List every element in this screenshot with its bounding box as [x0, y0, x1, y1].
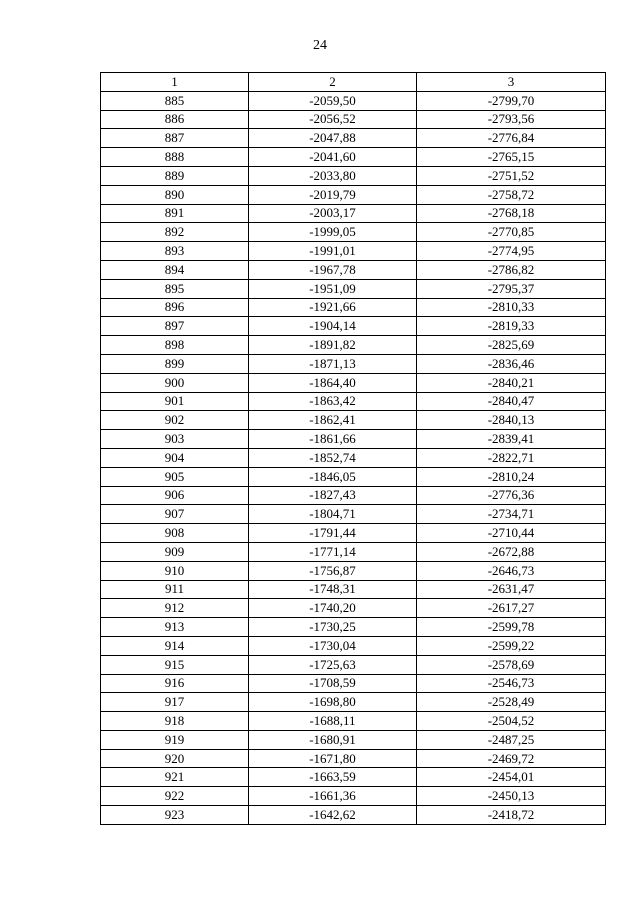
- table-cell-col-2: -1680,91: [249, 730, 417, 749]
- table-cell-col-2: -1661,36: [249, 787, 417, 806]
- table-cell-col-3: -2528,49: [417, 693, 606, 712]
- table-cell-col-3: -2418,72: [417, 806, 606, 825]
- table-cell-col-2: -1791,44: [249, 524, 417, 543]
- table-cell-col-1: 922: [101, 787, 249, 806]
- table-cell-col-2: -1688,11: [249, 712, 417, 731]
- table-cell-col-3: -2450,13: [417, 787, 606, 806]
- table-header: [101, 73, 606, 92]
- table-cell-col-3: -2768,18: [417, 204, 606, 223]
- table-cell-col-1: 898: [101, 336, 249, 355]
- table-cell-col-3: -2758,72: [417, 185, 606, 204]
- table-cell-col-2: -1771,14: [249, 542, 417, 561]
- table-row: [101, 392, 606, 411]
- table-cell-col-2: -2047,88: [249, 129, 417, 148]
- table-row: [101, 129, 606, 148]
- table-cell-col-1: 891: [101, 204, 249, 223]
- table-row: [101, 110, 606, 129]
- page-number: 24: [313, 38, 327, 53]
- table-cell-col-1: 885: [101, 91, 249, 110]
- table-cell-col-2: -1921,66: [249, 298, 417, 317]
- table-cell-col-3: -2765,15: [417, 148, 606, 167]
- table-row: [101, 223, 606, 242]
- table-cell-col-2: -1725,63: [249, 655, 417, 674]
- table-cell-col-2: -2056,52: [249, 110, 417, 129]
- table-cell-col-1: 914: [101, 636, 249, 655]
- table-cell-col-3: -2734,71: [417, 505, 606, 524]
- table-cell-col-1: 919: [101, 730, 249, 749]
- table-cell-col-3: -2774,95: [417, 242, 606, 261]
- table-cell-col-3: -2819,33: [417, 317, 606, 336]
- table-row: [101, 336, 606, 355]
- table-cell-col-1: 912: [101, 599, 249, 618]
- table-cell-col-1: 899: [101, 354, 249, 373]
- table-cell-col-2: -2003,17: [249, 204, 417, 223]
- table-row: [101, 787, 606, 806]
- table-cell-col-1: 890: [101, 185, 249, 204]
- table-row: [101, 806, 606, 825]
- table-cell-col-1: 911: [101, 580, 249, 599]
- table-cell-col-2: -1904,14: [249, 317, 417, 336]
- table-row: [101, 298, 606, 317]
- table-row: [101, 580, 606, 599]
- table-body: [101, 91, 606, 824]
- table-cell-col-1: 897: [101, 317, 249, 336]
- table-cell-col-3: -2795,37: [417, 279, 606, 298]
- table-row: [101, 712, 606, 731]
- table-cell-col-2: -1863,42: [249, 392, 417, 411]
- table-cell-col-1: 893: [101, 242, 249, 261]
- table-row: [101, 693, 606, 712]
- table-row: [101, 166, 606, 185]
- table-cell-col-3: -2672,88: [417, 542, 606, 561]
- table-row: [101, 279, 606, 298]
- column-header-3: 3: [417, 73, 606, 92]
- table-row: [101, 636, 606, 655]
- table-cell-col-1: 904: [101, 448, 249, 467]
- table-row: [101, 599, 606, 618]
- table-cell-col-3: -2793,56: [417, 110, 606, 129]
- table-cell-col-2: -1663,59: [249, 768, 417, 787]
- table-row: [101, 448, 606, 467]
- data-table: [100, 72, 606, 825]
- table-cell-col-2: -2033,80: [249, 166, 417, 185]
- table-cell-col-2: -1891,82: [249, 336, 417, 355]
- table-cell-col-2: -1740,20: [249, 599, 417, 618]
- table-row: [101, 430, 606, 449]
- table-cell-col-1: 907: [101, 505, 249, 524]
- table-cell-col-2: -2041,60: [249, 148, 417, 167]
- table-row: [101, 242, 606, 261]
- table-cell-col-3: -2776,84: [417, 129, 606, 148]
- table-cell-col-1: 908: [101, 524, 249, 543]
- table-cell-col-2: -1951,09: [249, 279, 417, 298]
- table-row: [101, 91, 606, 110]
- table-cell-col-1: 887: [101, 129, 249, 148]
- table-cell-col-1: 906: [101, 486, 249, 505]
- table-cell-col-3: -2810,24: [417, 467, 606, 486]
- table-cell-col-2: -1861,66: [249, 430, 417, 449]
- table-cell-col-3: -2710,44: [417, 524, 606, 543]
- table-cell-col-3: -2770,85: [417, 223, 606, 242]
- table-cell-col-2: -1827,43: [249, 486, 417, 505]
- table-row: [101, 542, 606, 561]
- table-row: [101, 467, 606, 486]
- table-cell-col-3: -2599,78: [417, 618, 606, 637]
- table-cell-col-2: -1756,87: [249, 561, 417, 580]
- table-cell-col-3: -2825,69: [417, 336, 606, 355]
- table-cell-col-1: 923: [101, 806, 249, 825]
- table-cell-col-2: -1871,13: [249, 354, 417, 373]
- table-cell-col-1: 916: [101, 674, 249, 693]
- header-row: [101, 73, 606, 92]
- table-cell-col-3: -2487,25: [417, 730, 606, 749]
- table-cell-col-2: -1862,41: [249, 411, 417, 430]
- table-row: [101, 354, 606, 373]
- table-cell-col-3: -2751,52: [417, 166, 606, 185]
- table-cell-col-1: 889: [101, 166, 249, 185]
- table-cell-col-2: -1671,80: [249, 749, 417, 768]
- table-cell-col-3: -2631,47: [417, 580, 606, 599]
- table-cell-col-3: -2840,47: [417, 392, 606, 411]
- table-cell-col-1: 892: [101, 223, 249, 242]
- table-row: [101, 674, 606, 693]
- table-cell-col-3: -2840,13: [417, 411, 606, 430]
- table-cell-col-2: -1999,05: [249, 223, 417, 242]
- table-row: [101, 185, 606, 204]
- table-cell-col-1: 886: [101, 110, 249, 129]
- table-cell-col-3: -2578,69: [417, 655, 606, 674]
- table-row: [101, 411, 606, 430]
- table-cell-col-3: -2810,33: [417, 298, 606, 317]
- table-cell-col-2: -1698,80: [249, 693, 417, 712]
- table-row: [101, 524, 606, 543]
- table-cell-col-1: 913: [101, 618, 249, 637]
- table-cell-col-3: -2822,71: [417, 448, 606, 467]
- column-header-2: 2: [249, 73, 417, 92]
- table-cell-col-1: 915: [101, 655, 249, 674]
- table-cell-col-3: -2776,36: [417, 486, 606, 505]
- table-cell-col-3: -2469,72: [417, 749, 606, 768]
- table-cell-col-2: -1730,04: [249, 636, 417, 655]
- table-row: [101, 204, 606, 223]
- table-cell-col-2: -1708,59: [249, 674, 417, 693]
- table-cell-col-1: 903: [101, 430, 249, 449]
- table-row: [101, 655, 606, 674]
- table-row: [101, 768, 606, 787]
- table-row: [101, 730, 606, 749]
- table-row: [101, 561, 606, 580]
- table-cell-col-3: -2799,70: [417, 91, 606, 110]
- table-cell-col-2: -1642,62: [249, 806, 417, 825]
- table-cell-col-2: -1991,01: [249, 242, 417, 261]
- table-cell-col-2: -2059,50: [249, 91, 417, 110]
- table-cell-col-1: 900: [101, 373, 249, 392]
- table-cell-col-1: 901: [101, 392, 249, 411]
- table-cell-col-3: -2546,73: [417, 674, 606, 693]
- table-row: [101, 618, 606, 637]
- table-row: [101, 148, 606, 167]
- table-cell-col-3: -2504,52: [417, 712, 606, 731]
- table-cell-col-1: 910: [101, 561, 249, 580]
- table-cell-col-1: 896: [101, 298, 249, 317]
- table-cell-col-3: -2836,46: [417, 354, 606, 373]
- table-cell-col-1: 921: [101, 768, 249, 787]
- table-cell-col-3: -2786,82: [417, 260, 606, 279]
- table-cell-col-3: -2599,22: [417, 636, 606, 655]
- table-cell-col-2: -1748,31: [249, 580, 417, 599]
- table-cell-col-3: -2840,21: [417, 373, 606, 392]
- table-cell-col-2: -1804,71: [249, 505, 417, 524]
- table-cell-col-1: 909: [101, 542, 249, 561]
- table-cell-col-2: -1967,78: [249, 260, 417, 279]
- table-cell-col-3: -2646,73: [417, 561, 606, 580]
- table-cell-col-2: -1730,25: [249, 618, 417, 637]
- table-cell-col-3: -2839,41: [417, 430, 606, 449]
- table-cell-col-2: -1846,05: [249, 467, 417, 486]
- table-cell-col-1: 902: [101, 411, 249, 430]
- table-cell-col-2: -1864,40: [249, 373, 417, 392]
- table-cell-col-1: 894: [101, 260, 249, 279]
- table-row: [101, 260, 606, 279]
- table-row: [101, 317, 606, 336]
- table-cell-col-1: 917: [101, 693, 249, 712]
- table-cell-col-3: -2617,27: [417, 599, 606, 618]
- table-cell-col-2: -1852,74: [249, 448, 417, 467]
- table-cell-col-1: 920: [101, 749, 249, 768]
- column-header-1: 1: [101, 73, 249, 92]
- table-row: [101, 749, 606, 768]
- table-row: [101, 505, 606, 524]
- table-cell-col-2: -2019,79: [249, 185, 417, 204]
- table-cell-col-1: 905: [101, 467, 249, 486]
- table-row: [101, 486, 606, 505]
- table-cell-col-1: 895: [101, 279, 249, 298]
- table-cell-col-1: 888: [101, 148, 249, 167]
- table-row: [101, 373, 606, 392]
- table-cell-col-3: -2454,01: [417, 768, 606, 787]
- table-cell-col-1: 918: [101, 712, 249, 731]
